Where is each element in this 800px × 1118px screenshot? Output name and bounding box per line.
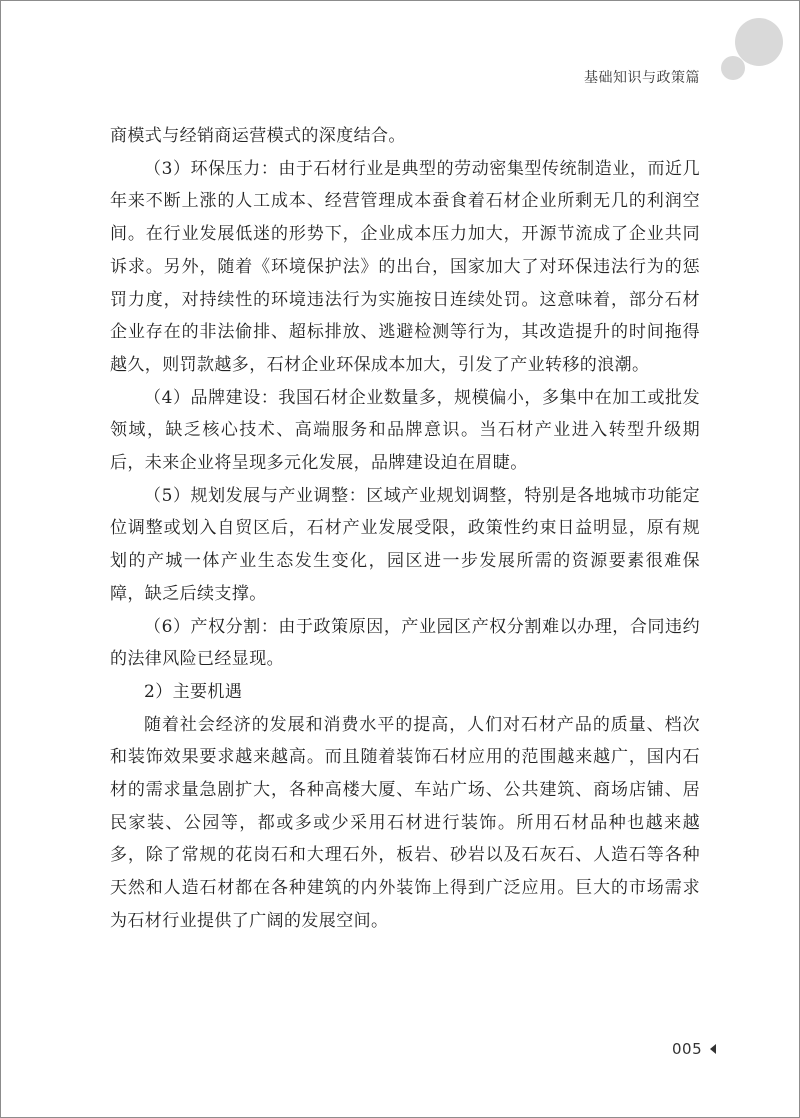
section-heading-opportunities: 2）主要机遇 — [144, 681, 243, 702]
running-header: 基础知识与政策篇 — [584, 70, 700, 86]
paragraph-brand-building: （4）品牌建设：我国石材企业数量多，规模偏小，多集中在加工或批发领域，缺乏核心技术、高端服务和品牌意识。当石材产业进入转型升级期后，未来企业将呈现多元化发展，品牌建设迫在眉睫。 — [110, 387, 700, 474]
paragraph-opportunities: 随着社会经济的发展和消费水平的提高，人们对石材产品的质量、档次和装饰效果要求越来越高。而且随着装饰石材应用的范围越来越广，国内石材的需求量急剧扩大，各种高楼大厦、车站广场、公共建筑、商场店铺、居民家装、公园等，都或多或少采用石材进行装饰。所用石材品种也越来越多，除了常规的花岗石和大理石外，板岩、砂岩以及石灰石、人造石等各种天然和人造石材都在各种建筑的内外装饰上得到广泛应用。巨大的市场需求为石材行业提供了广阔的发展空间。 — [110, 714, 700, 931]
page-footer — [672, 1040, 716, 1058]
decorative-circle-small — [721, 56, 745, 80]
page-body — [110, 120, 700, 938]
left-triangle-icon — [710, 1044, 716, 1054]
page-number: 005 — [672, 1040, 703, 1058]
paragraph-property-division: （6）产权分割：由于政策原因，产业园区产权分割难以办理，合同违约的法律风险已经显现。 — [110, 616, 700, 670]
paragraph-continuation: 商模式与经销商运营模式的深度结合。 — [110, 126, 406, 146]
decorative-circle-large — [735, 18, 783, 66]
paragraph-environmental-pressure: （3）环保压力：由于石材行业是典型的劳动密集型传统制造业，而近几年来不断上涨的人工成本、经营管理成本蚕食着石材企业所剩无几的利润空间。在行业发展低迷的形势下，企业成本压力加大，开源节流成了企业共同诉求。另外，随着《环境保护法》的出台，国家加大了对环保违法行为的惩罚力度，对持续性的环境违法行为实施按日连续处罚。这意味着，部分石材企业存在的非法偷排、超标排放、逃避检测等行为，其改造提升的时间拖得越久，则罚款越多，石材企业环保成本加大，引发了产业转移的浪潮。 — [110, 158, 700, 375]
paragraph-planning-adjustment: （5）规划发展与产业调整：区域产业规划调整，特别是各地城市功能定位调整或划入自贸区后，石材产业发展受限，政策性约束日益明显，原有规划的产城一体产业生态发生变化，园区进一步发展所需的资源要素很难保障，缺乏后续支撑。 — [110, 485, 700, 604]
